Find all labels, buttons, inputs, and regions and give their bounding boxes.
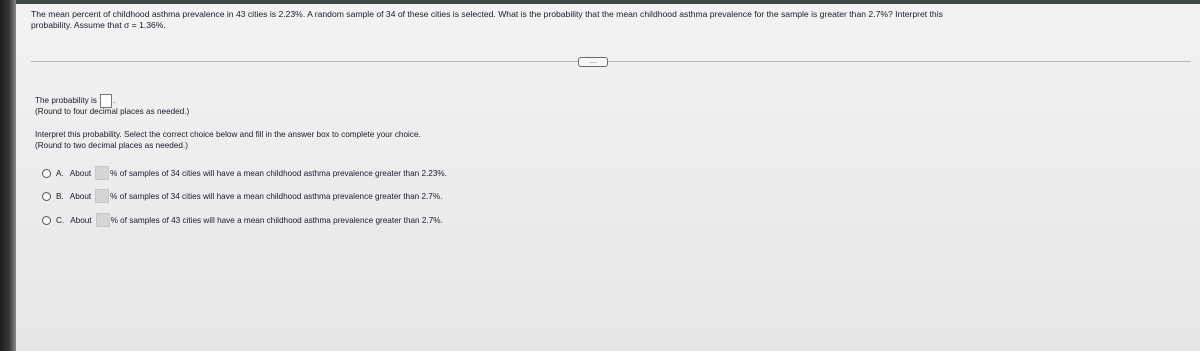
round-hint-2: (Round to two decimal places as needed.) <box>35 141 188 150</box>
radio-b[interactable] <box>42 192 51 201</box>
screen-edge <box>0 0 16 351</box>
probability-prefix: The probability is <box>35 96 97 106</box>
probability-suffix: . <box>113 96 116 106</box>
choice-b-answer-box[interactable] <box>95 189 109 203</box>
question-text <box>31 9 1181 31</box>
interpret-instruction: Interpret this probability. Select the correct choice below and fill in the answer box to complete your choice. <box>35 130 421 139</box>
choice-c-text: % of samples of 43 cities will have a mean childhood asthma prevalence greater than 2.7%. <box>110 215 443 225</box>
question-line-1: The mean percent of childhood asthma prevalence in 43 cities is 2.23%. A random sample of 34 of these cities is selected. What is the probability that the mean childhood asthma prevalence for the sample is greater than 2.7%? Interpret this <box>31 9 943 19</box>
choice-b-about: About <box>69 191 92 201</box>
section-divider <box>31 61 1191 62</box>
radio-c[interactable] <box>42 216 51 225</box>
top-bar <box>16 0 1200 4</box>
choice-a-about: About <box>69 168 92 178</box>
choice-c-letter: C. <box>56 215 65 225</box>
choice-b-text: % of samples of 34 cities will have a mean childhood asthma prevalence greater than 2.7%. <box>110 191 443 201</box>
radio-a[interactable] <box>42 169 51 178</box>
choice-b-letter: B. <box>56 191 64 201</box>
choice-a-letter: A. <box>56 168 64 178</box>
choice-c-about: About <box>70 215 92 225</box>
round-hint-1: (Round to four decimal places as needed.) <box>35 107 190 116</box>
choice-a-text: % of samples of 34 cities will have a mean childhood asthma prevalence greater than 2.23%. <box>110 168 447 178</box>
more-button[interactable]: .... <box>578 57 608 67</box>
question-line-2: probability. Assume that σ = 1.36%. <box>31 20 166 30</box>
probability-answer-box[interactable] <box>100 94 112 108</box>
choice-b[interactable] <box>42 189 442 203</box>
choice-a[interactable] <box>42 166 447 180</box>
choice-c[interactable] <box>42 213 443 227</box>
choice-a-answer-box[interactable] <box>95 166 109 180</box>
choice-c-answer-box[interactable] <box>96 213 110 227</box>
probability-line <box>35 94 115 108</box>
